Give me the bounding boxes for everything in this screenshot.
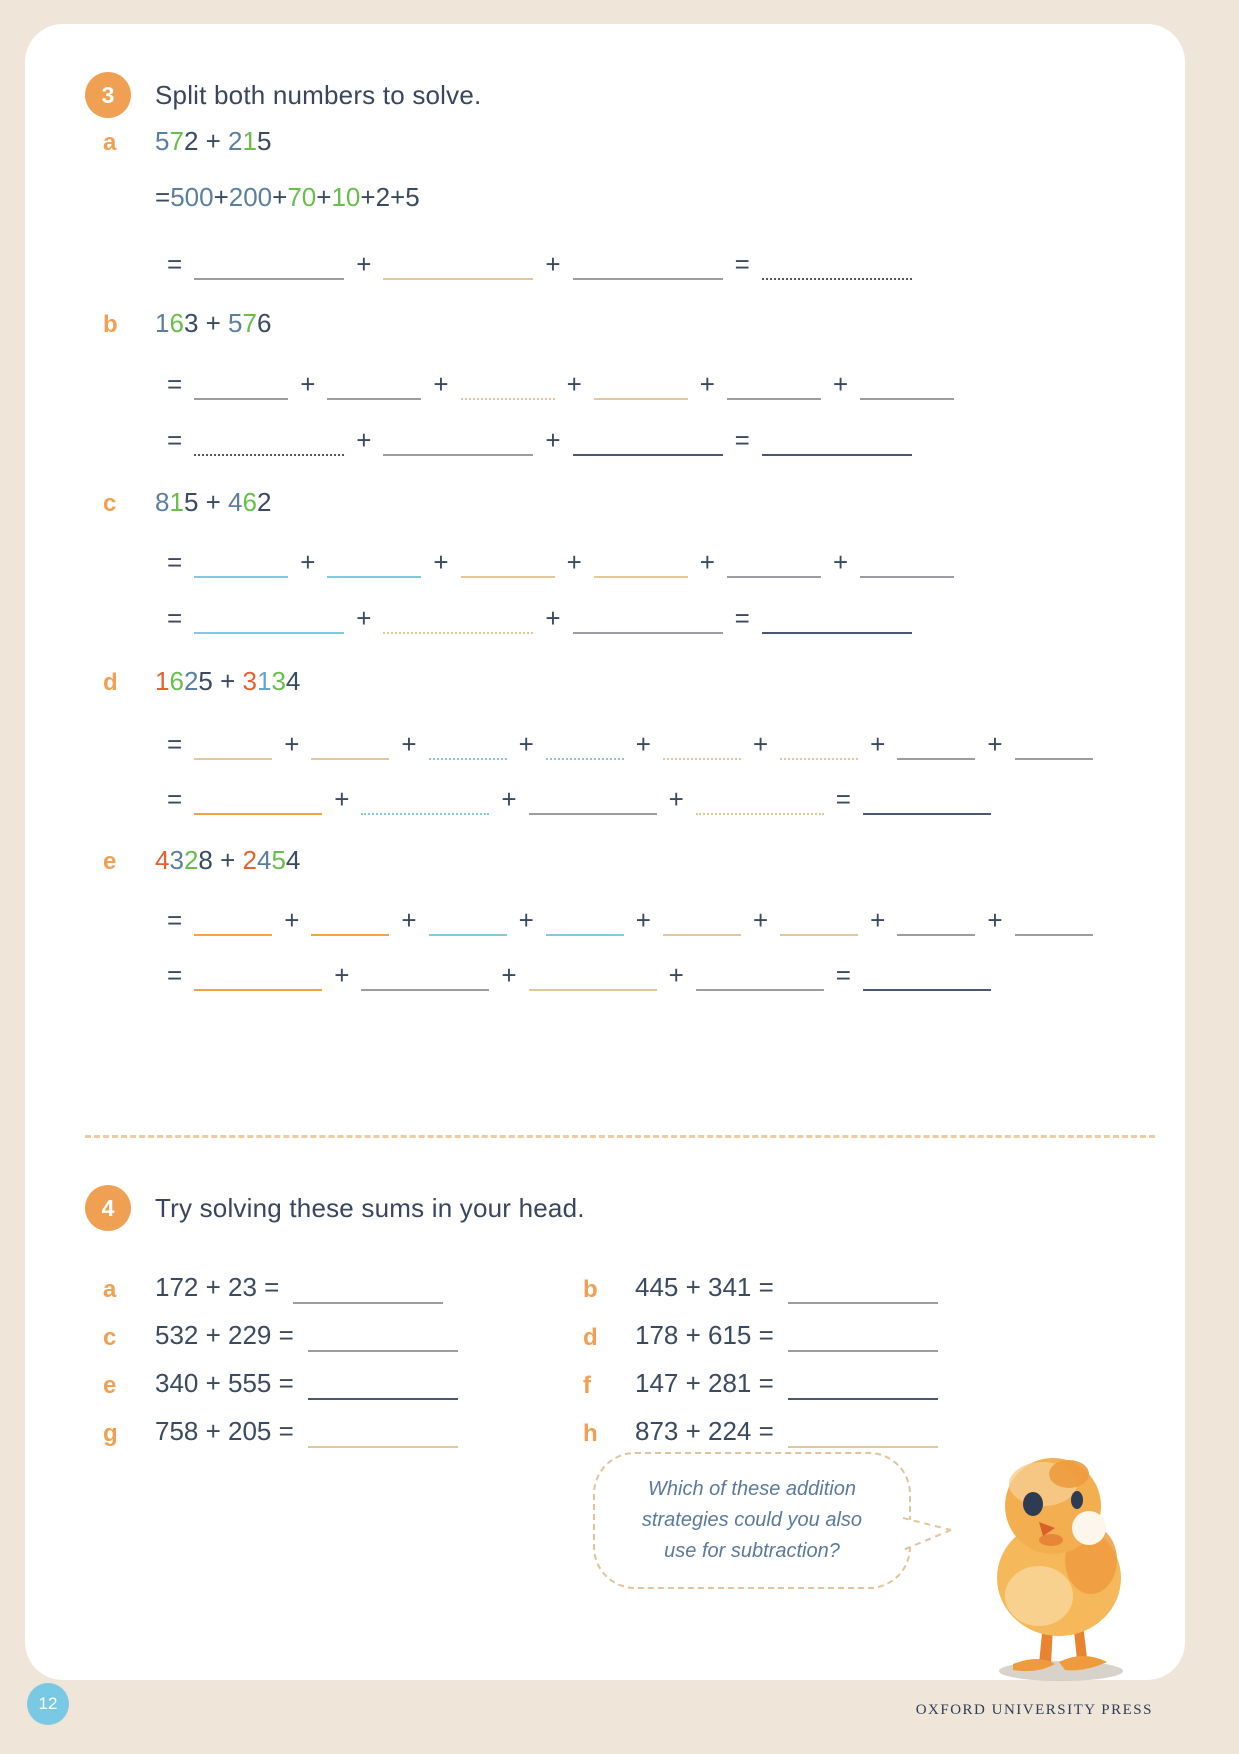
plus-sign: +	[356, 425, 372, 455]
digit-token: +	[316, 182, 332, 212]
plus-sign: +	[832, 547, 849, 577]
plus-sign: +	[832, 369, 849, 399]
answer-blank[interactable]	[308, 1368, 458, 1400]
digit-token: 6	[242, 487, 257, 517]
speech-bubble-line: strategies could you also	[641, 1509, 863, 1531]
answer-blank[interactable]	[762, 246, 912, 280]
part-e-answer-row	[155, 902, 1093, 936]
equals-sign: =	[835, 784, 851, 814]
answer-blank[interactable]	[461, 544, 555, 578]
plus-sign: +	[518, 905, 534, 935]
digit-token: 8	[198, 845, 213, 875]
question-3-number: 3	[101, 81, 115, 108]
sum-c-label: c	[103, 1324, 117, 1351]
question-3-header	[85, 72, 481, 118]
answer-blank[interactable]	[194, 902, 272, 936]
equals-sign: =	[734, 603, 750, 633]
plus-sign: +	[334, 960, 350, 990]
equals-sign: =	[167, 784, 183, 814]
equals-sign: =	[167, 905, 183, 935]
expression	[155, 487, 271, 518]
answer-blank[interactable]	[194, 957, 322, 991]
equals-sign: =	[167, 960, 183, 990]
digit-token: +	[212, 845, 243, 875]
digit-token: +	[360, 182, 376, 212]
answer-blank[interactable]	[308, 1320, 458, 1352]
digit-token: 4	[285, 666, 301, 696]
answer-blank[interactable]	[594, 544, 688, 578]
part-d-answer-row	[155, 781, 991, 815]
digit-token: +	[390, 182, 406, 212]
answer-blank[interactable]	[573, 600, 723, 634]
answer-blank[interactable]	[194, 422, 344, 456]
digit-token: 6	[169, 308, 184, 338]
answer-blank[interactable]	[383, 246, 533, 280]
answer-blank[interactable]	[546, 726, 624, 760]
answer-blank[interactable]	[194, 544, 288, 578]
answer-blank[interactable]	[194, 726, 272, 760]
answer-blank[interactable]	[897, 902, 975, 936]
plus-sign: +	[699, 547, 715, 577]
digit-token: 7	[242, 308, 257, 338]
sum-item-b	[583, 1270, 938, 1304]
answer-blank[interactable]	[194, 246, 344, 280]
plus-sign: +	[284, 729, 300, 759]
sum-item-h	[583, 1414, 938, 1448]
answer-blank[interactable]	[788, 1320, 938, 1352]
equals-sign: =	[167, 249, 183, 279]
sum-item-d	[583, 1318, 938, 1352]
plus-sign: +	[334, 784, 350, 814]
answer-blank[interactable]	[383, 600, 533, 634]
sum-e-label: e	[103, 1372, 117, 1399]
digit-token: 4	[155, 845, 170, 875]
plus-sign: +	[752, 729, 769, 759]
speech-bubble-line: use for subtraction?	[664, 1540, 840, 1562]
digit-token: +	[272, 182, 288, 212]
digit-token: +	[213, 182, 229, 212]
answer-blank[interactable]	[573, 246, 723, 280]
digit-token: 4	[228, 487, 243, 517]
plus-sign: +	[987, 905, 1003, 935]
question-3-badge	[85, 72, 131, 118]
answer-blank[interactable]	[546, 902, 624, 936]
plus-sign: +	[987, 729, 1003, 759]
question-3-title: Split both numbers to solve.	[155, 79, 482, 110]
part-e-expression-line	[103, 845, 300, 876]
sum-a-label: a	[103, 1276, 117, 1303]
digit-token: 1	[155, 308, 170, 338]
answer-blank[interactable]	[529, 957, 657, 991]
plus-sign: +	[566, 369, 582, 399]
digit-token: 4	[285, 845, 301, 875]
worksheet-card	[25, 24, 1185, 1680]
answer-blank[interactable]	[529, 781, 657, 815]
digit-token: 5	[228, 308, 243, 338]
digit-token: 3	[242, 666, 257, 696]
plus-sign: +	[356, 603, 372, 633]
answer-blank[interactable]	[696, 957, 824, 991]
answer-blank[interactable]	[696, 781, 824, 815]
plus-sign: +	[433, 369, 449, 399]
equals-sign: =	[167, 425, 183, 455]
plus-sign: +	[401, 905, 417, 935]
plus-sign: +	[566, 547, 582, 577]
digit-token: +	[198, 487, 229, 517]
part-d-label: d	[103, 669, 118, 696]
part-c-expression-line	[103, 487, 271, 518]
answer-blank[interactable]	[788, 1368, 938, 1400]
question-4-title: Try solving these sums in your head.	[155, 1192, 585, 1223]
plus-sign: +	[752, 905, 769, 935]
answer-blank[interactable]	[194, 366, 288, 400]
answer-blank[interactable]	[308, 1416, 458, 1448]
plus-sign: +	[545, 603, 561, 633]
answer-blank[interactable]	[573, 422, 723, 456]
equals-sign: =	[167, 547, 183, 577]
digit-token: 5	[271, 845, 286, 875]
digit-token: 3	[169, 845, 184, 875]
plus-sign: +	[635, 729, 651, 759]
digit-token: 2	[183, 845, 199, 875]
digit-token: 1	[256, 666, 272, 696]
sum-expression: 873 + 224 =	[635, 1416, 774, 1446]
answer-blank[interactable]	[727, 366, 821, 400]
sum-item-g	[103, 1414, 458, 1448]
expression	[155, 666, 300, 697]
publisher-imprint: OXFORD UNIVERSITY PRESS	[915, 1702, 1153, 1718]
digit-token: 1	[155, 666, 170, 696]
answer-blank[interactable]	[897, 726, 975, 760]
sum-expression: 445 + 341 =	[635, 1272, 774, 1302]
sum-b-label: b	[583, 1276, 598, 1303]
sum-item-c	[103, 1318, 458, 1352]
sum-item-a	[103, 1270, 443, 1304]
sum-expression: 532 + 229 =	[155, 1320, 294, 1350]
part-c-answer-row	[155, 544, 954, 578]
digit-token: 5	[405, 182, 420, 212]
digit-token: 200	[228, 182, 273, 212]
digit-token: 1	[169, 487, 184, 517]
plus-sign: +	[501, 784, 517, 814]
page-number-badge	[27, 1683, 69, 1725]
digit-token: 2	[228, 126, 243, 156]
digit-token: 500	[170, 182, 214, 212]
speech-bubble-line: Which of these addition	[648, 1478, 856, 1500]
answer-blank[interactable]	[327, 366, 421, 400]
digit-token: 7	[169, 126, 184, 156]
answer-blank[interactable]	[361, 781, 489, 815]
equals-sign: =	[167, 729, 183, 759]
plus-sign: +	[545, 425, 561, 455]
sum-item-f	[583, 1366, 938, 1400]
digit-token: 2	[375, 182, 391, 212]
question-4-header	[85, 1185, 585, 1231]
answer-blank[interactable]	[863, 781, 991, 815]
question-4-badge	[85, 1185, 131, 1231]
answer-blank[interactable]	[383, 422, 533, 456]
part-d-answer-row	[155, 726, 1093, 760]
digit-token: 2	[242, 845, 257, 875]
equals-sign: =	[734, 425, 750, 455]
digit-token: 5	[256, 126, 272, 156]
digit-token: 5	[198, 666, 213, 696]
answer-blank[interactable]	[194, 600, 344, 634]
answer-blank[interactable]	[1015, 726, 1093, 760]
part-b-label: b	[103, 311, 118, 338]
answer-blank[interactable]	[860, 544, 954, 578]
sum-h-label: h	[583, 1420, 598, 1447]
equals-sign: =	[835, 960, 851, 990]
digit-token: 5	[183, 487, 199, 517]
sum-expression: 340 + 555 =	[155, 1368, 294, 1398]
answer-blank[interactable]	[311, 902, 389, 936]
digit-token: 3	[271, 666, 286, 696]
plus-sign: +	[284, 905, 300, 935]
answer-blank[interactable]	[311, 726, 389, 760]
digit-token: 8	[155, 487, 170, 517]
part-a-expression-line	[103, 126, 271, 157]
answer-blank[interactable]	[361, 957, 489, 991]
answer-blank[interactable]	[461, 366, 555, 400]
answer-blank[interactable]	[429, 902, 507, 936]
part-e-answer-row	[155, 957, 991, 991]
part-b-expression-line	[103, 308, 271, 339]
plus-sign: +	[356, 249, 372, 279]
digit-token: 3	[183, 308, 199, 338]
digit-token: =	[155, 182, 171, 212]
section-divider	[85, 1135, 1155, 1138]
answer-blank[interactable]	[780, 902, 858, 936]
question-4-number: 4	[101, 1194, 115, 1221]
digit-token: 2	[256, 487, 272, 517]
digit-token: 2	[183, 126, 199, 156]
answer-blank[interactable]	[788, 1416, 938, 1448]
plus-sign: +	[501, 960, 517, 990]
answer-blank[interactable]	[293, 1272, 443, 1304]
part-c-label: c	[103, 490, 117, 517]
sum-d-label: d	[583, 1324, 598, 1351]
digit-token: 5	[155, 126, 170, 156]
part-a-label: a	[103, 129, 117, 156]
chick-image	[973, 1428, 1151, 1684]
digit-token: 10	[331, 182, 361, 212]
plus-sign: +	[545, 249, 561, 279]
plus-sign: +	[518, 729, 534, 759]
speech-bubble	[593, 1452, 911, 1589]
answer-blank[interactable]	[327, 544, 421, 578]
speech-bubble-tail-icon	[903, 1512, 955, 1556]
expression	[155, 126, 271, 157]
digit-token: 1	[242, 126, 257, 156]
answer-blank[interactable]	[663, 726, 741, 760]
answer-blank[interactable]	[594, 366, 688, 400]
answer-blank[interactable]	[1015, 902, 1093, 936]
plus-sign: +	[300, 547, 316, 577]
part-b-answer-row	[155, 366, 954, 400]
plus-sign: +	[401, 729, 417, 759]
plus-sign: +	[635, 905, 651, 935]
part-c-answer-row	[155, 600, 912, 634]
sum-g-label: g	[103, 1420, 118, 1447]
part-b-answer-row	[155, 422, 912, 456]
part-e-label: e	[103, 848, 117, 875]
digit-token: +	[198, 126, 229, 156]
digit-token: 6	[256, 308, 272, 338]
answer-blank[interactable]	[762, 600, 912, 634]
answer-blank[interactable]	[762, 422, 912, 456]
sum-item-e	[103, 1366, 458, 1400]
part-a-expansion-line	[155, 182, 420, 213]
sum-expression: 147 + 281 =	[635, 1368, 774, 1398]
answer-blank[interactable]	[727, 544, 821, 578]
digit-token: 4	[256, 845, 272, 875]
plus-sign: +	[433, 547, 449, 577]
plus-sign: +	[300, 369, 316, 399]
plus-sign: +	[870, 729, 886, 759]
answer-blank[interactable]	[863, 957, 991, 991]
equals-sign: =	[167, 603, 183, 633]
digit-token: +	[198, 308, 229, 338]
expression	[155, 845, 300, 876]
part-a-answer-row	[155, 246, 912, 280]
sum-expression: 172 + 23 =	[155, 1272, 280, 1302]
plus-sign: +	[870, 905, 886, 935]
answer-blank[interactable]	[194, 781, 322, 815]
digit-token: 2	[183, 666, 199, 696]
sum-f-label: f	[583, 1372, 591, 1399]
digit-token: 70	[287, 182, 317, 212]
answer-blank[interactable]	[788, 1272, 938, 1304]
sum-expression: 758 + 205 =	[155, 1416, 294, 1446]
equals-sign: =	[734, 249, 750, 279]
part-d-expression-line	[103, 666, 300, 697]
digit-token: 6	[169, 666, 184, 696]
answer-blank[interactable]	[663, 902, 741, 936]
plus-sign: +	[668, 784, 684, 814]
sum-expression: 178 + 615 =	[635, 1320, 774, 1350]
digit-token: +	[212, 666, 243, 696]
page-number: 12	[38, 1694, 58, 1713]
plus-sign: +	[668, 960, 684, 990]
answer-blank[interactable]	[429, 726, 507, 760]
expression	[155, 308, 271, 339]
answer-blank[interactable]	[780, 726, 858, 760]
plus-sign: +	[699, 369, 715, 399]
answer-blank[interactable]	[860, 366, 954, 400]
equals-sign: =	[167, 369, 183, 399]
